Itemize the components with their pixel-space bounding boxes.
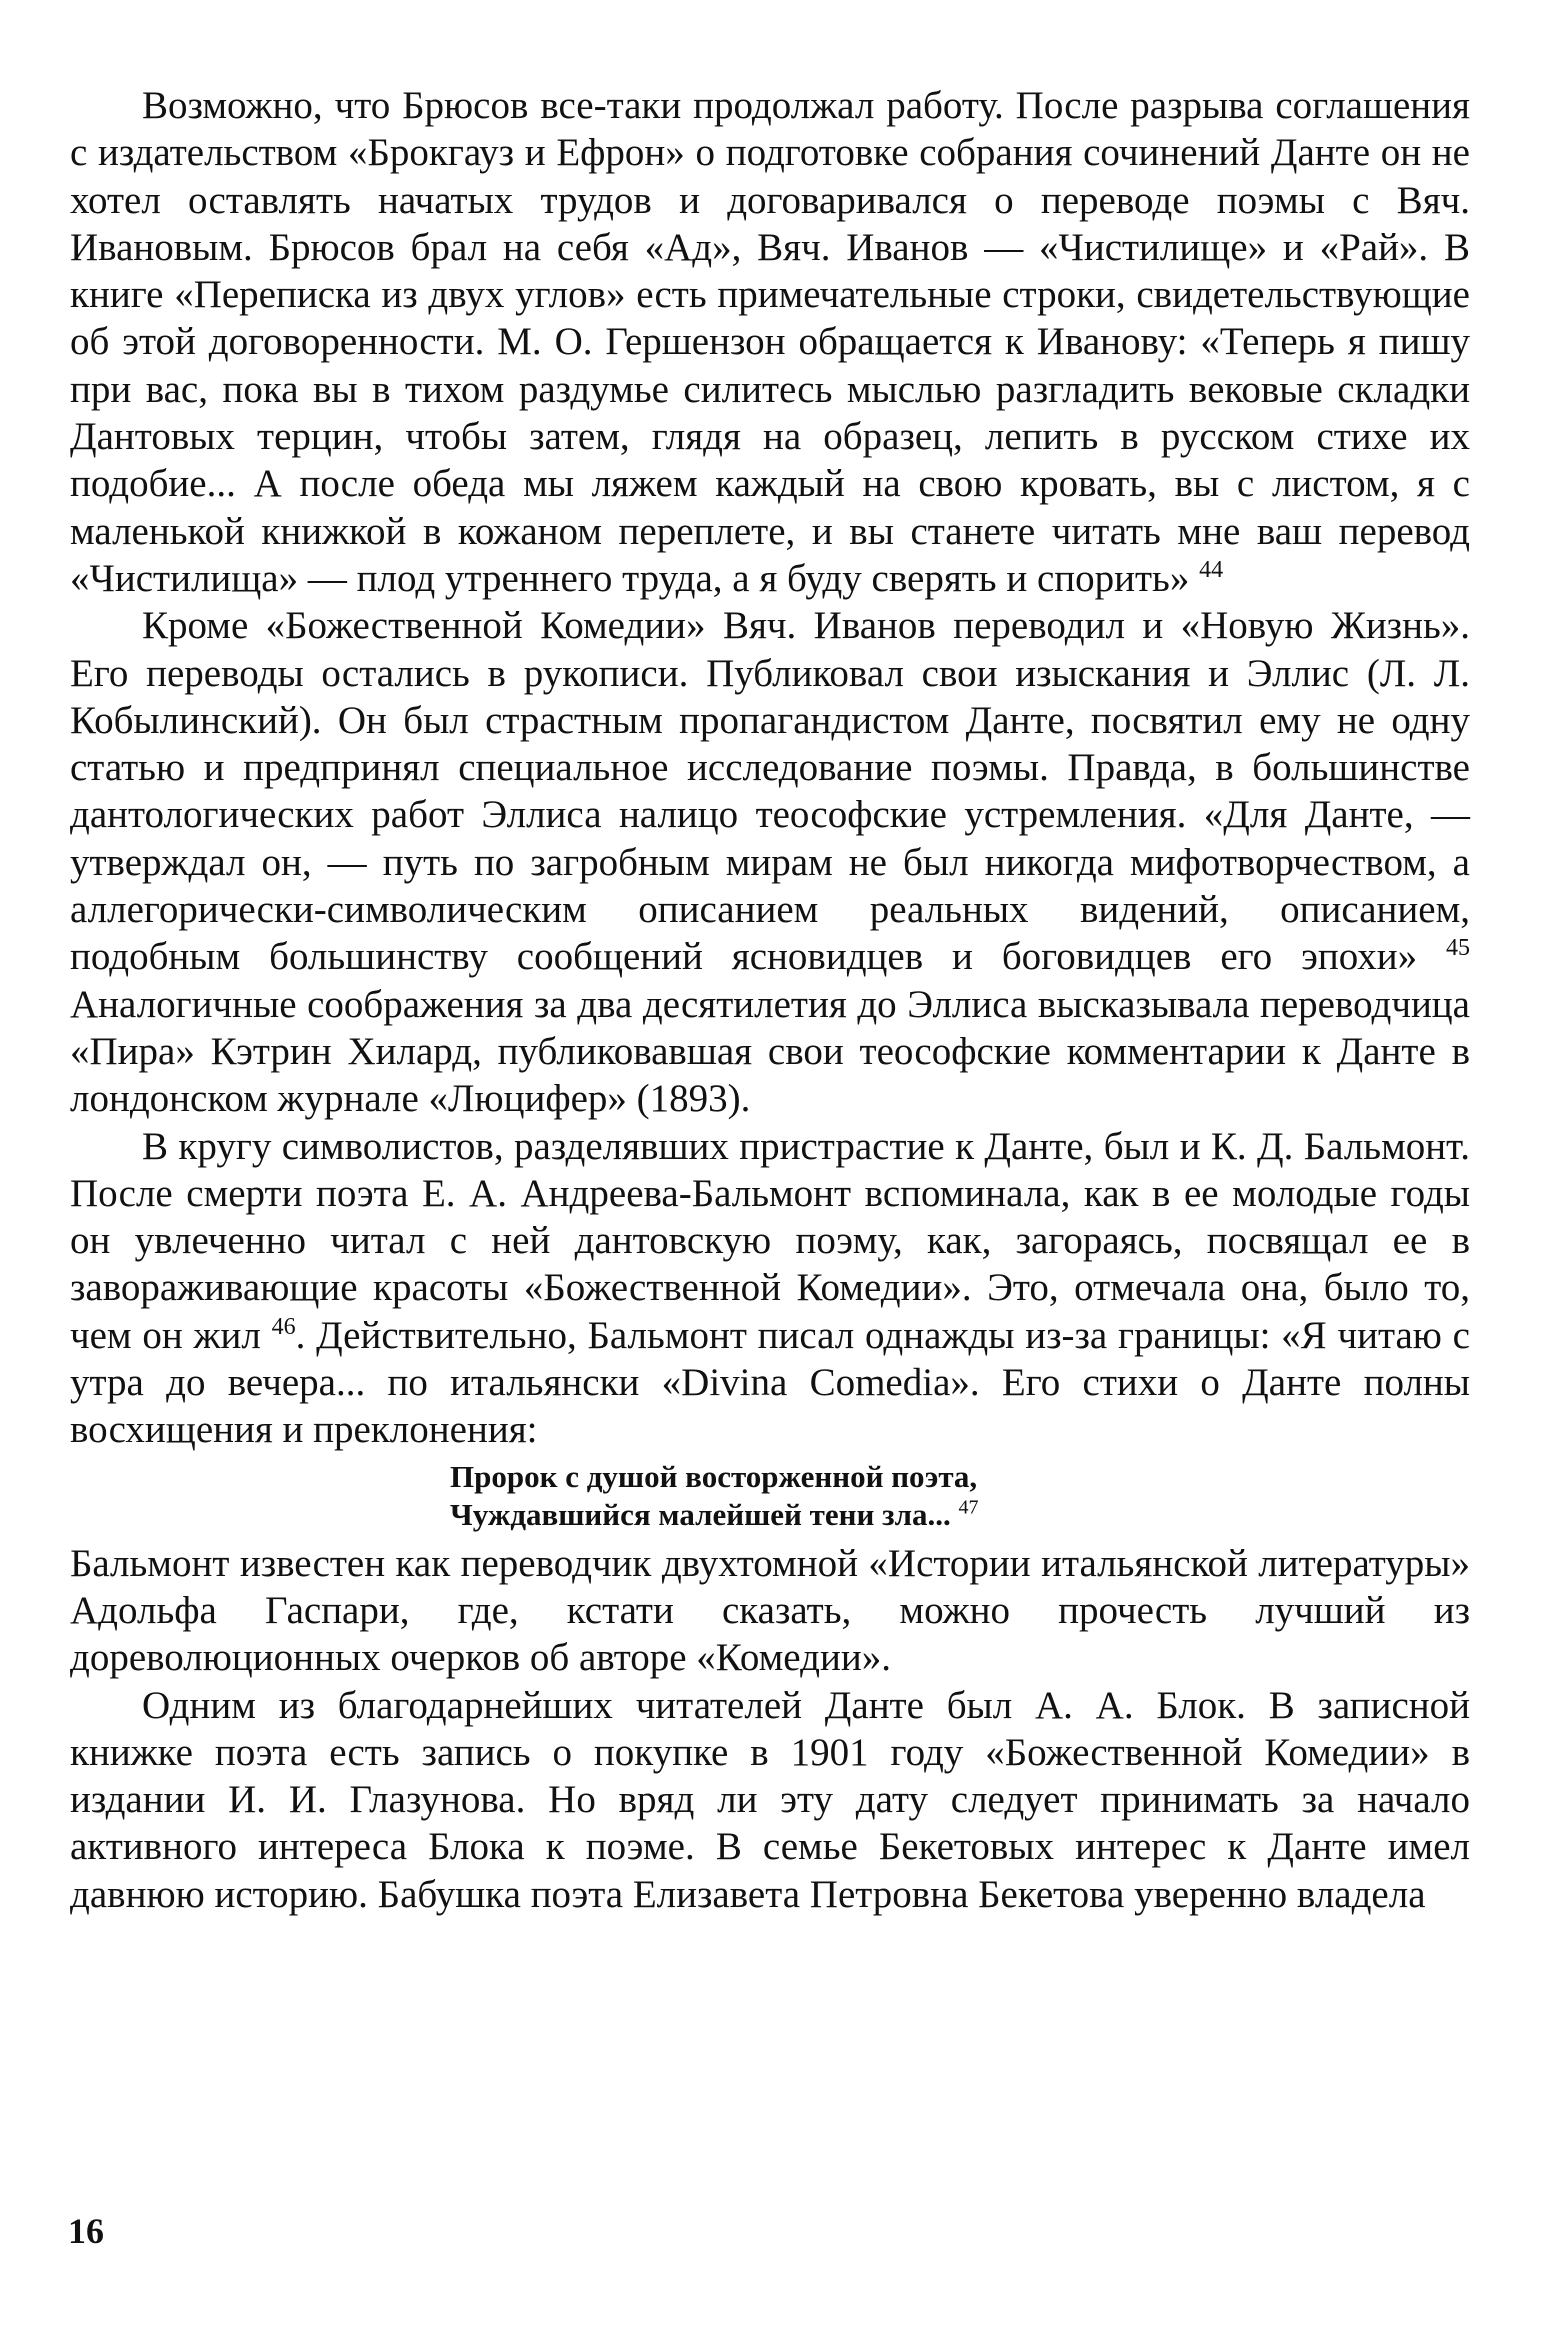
verse-line-2 <box>450 1496 1470 1534</box>
verse-quote <box>450 1458 1470 1534</box>
paragraph-after-verse: Бальмонт известен как переводчик двухтомной «Истории итальянской литературы» Адольфа Гаспари, где, кстати сказать, можно прочесть лучший из дореволюционных очерков об авторе «Комедии». <box>70 1541 1470 1680</box>
verse-line-2-text: Чуждавшийся малейшей тени зла... <box>450 1496 951 1532</box>
page-number: 16 <box>68 2211 104 2251</box>
paragraph-4: Одним из благодарнейших читателей Данте был А. А. Блок. В записной книжке поэта есть запись о покупке в 1901 году «Божественной Комедии» в издании И. И. Глазунова. Но вряд ли эту дату следует принимать за начало активного интереса Блока к поэме. В семье Бекетовых интерес к Данте имел давнюю историю. Бабушка поэта Елизавета Петровна Бекетова уверенно владела <box>70 1683 1470 1916</box>
paragraph-3-text-b: . Действительно, Бальмонт писал однажды из-за границы: «Я читаю с утра до вечера... по итальянски «Divina Comedia». Его стихи о Данте полны восхищения и преклонения: <box>70 1313 1470 1452</box>
paragraph-1 <box>70 82 1470 602</box>
footnote-ref-44: 44 <box>1199 556 1224 583</box>
footnote-ref-47: 47 <box>958 1496 979 1519</box>
paragraph-3-text-a: В кругу символистов, разделявших пристрастие к Данте, был и К. Д. Бальмонт. После смерти поэта Е. А. Андреева-Бальмонт вспоминала, как в ее молодые годы он увлеченно читал с ней дантовскую поэму, как, загораясь, посвящал ее в завораживающие красоты «Божественной Комедии». Это, отмечала она, было то, чем он жил <box>70 1124 1470 1357</box>
paragraph-3 <box>70 1123 1470 1454</box>
paragraph-2-text-b: Аналогичные соображения за два десятилетия до Эллиса высказывала переводчица «Пира» Кэтрин Хилард, публиковавшая свои теософские комментарии к Данте в лондонском журнале «Люцифер» (1893). <box>70 982 1470 1121</box>
paragraph-1-text: Возможно, что Брюсов все-таки продолжал работу. После разрыва соглашения с издательством «Брокгауз и Ефрон» о подготовке собрания сочинений Данте он не хотел оставлять начатых трудов и договаривался о переводе поэмы с Вяч. Ивановым. Брюсов брал на себя «Ад», Вяч. Иванов — «Чистилище» и «Рай». В книге «Переписка из двух углов» есть примечательные строки, свидетельствующие об этой договоренности. М. О. Гершензон обращается к Иванову: «Теперь я пишу при вас, пока вы в тихом раздумье силитесь мыслью разгладить вековые складки Дантовых терцин, чтобы затем, глядя на образец, лепить в русском стихе их подобие... А после обеда мы ляжем каждый на свою кровать, вы с листом, я с маленькой книжкой в кожаном переплете, и вы станете читать мне ваш перевод «Чистилища» — плод утреннего труда, а я буду сверять и спорить» <box>70 84 1470 600</box>
body-text <box>70 82 1470 1918</box>
paragraph-2-text-a: Кроме «Божественной Комедии» Вяч. Иванов переводил и «Новую Жизнь». Его переводы остались в рукописи. Публиковал свои изыскания и Эллис (Л. Л. Кобылинский). Он был страстным пропагандистом Данте, посвятил ему не одну статью и предпринял специальное исследование поэмы. Правда, в большинстве дантологических работ Эллиса налицо теософские устремления. «Для Данте, — утверждал он, — путь по загробным мирам не был никогда мифотворчеством, а аллегорически-символическим описанием реальных видений, описанием, подобным большинству сообщений ясновидцев и боговидцев его эпохи» <box>70 604 1470 979</box>
footnote-ref-46: 46 <box>271 1313 296 1340</box>
footnote-ref-45: 45 <box>1446 935 1470 962</box>
verse-line-1: Пророк с душой восторженной поэта, <box>450 1458 978 1494</box>
paragraph-2 <box>70 602 1470 1122</box>
